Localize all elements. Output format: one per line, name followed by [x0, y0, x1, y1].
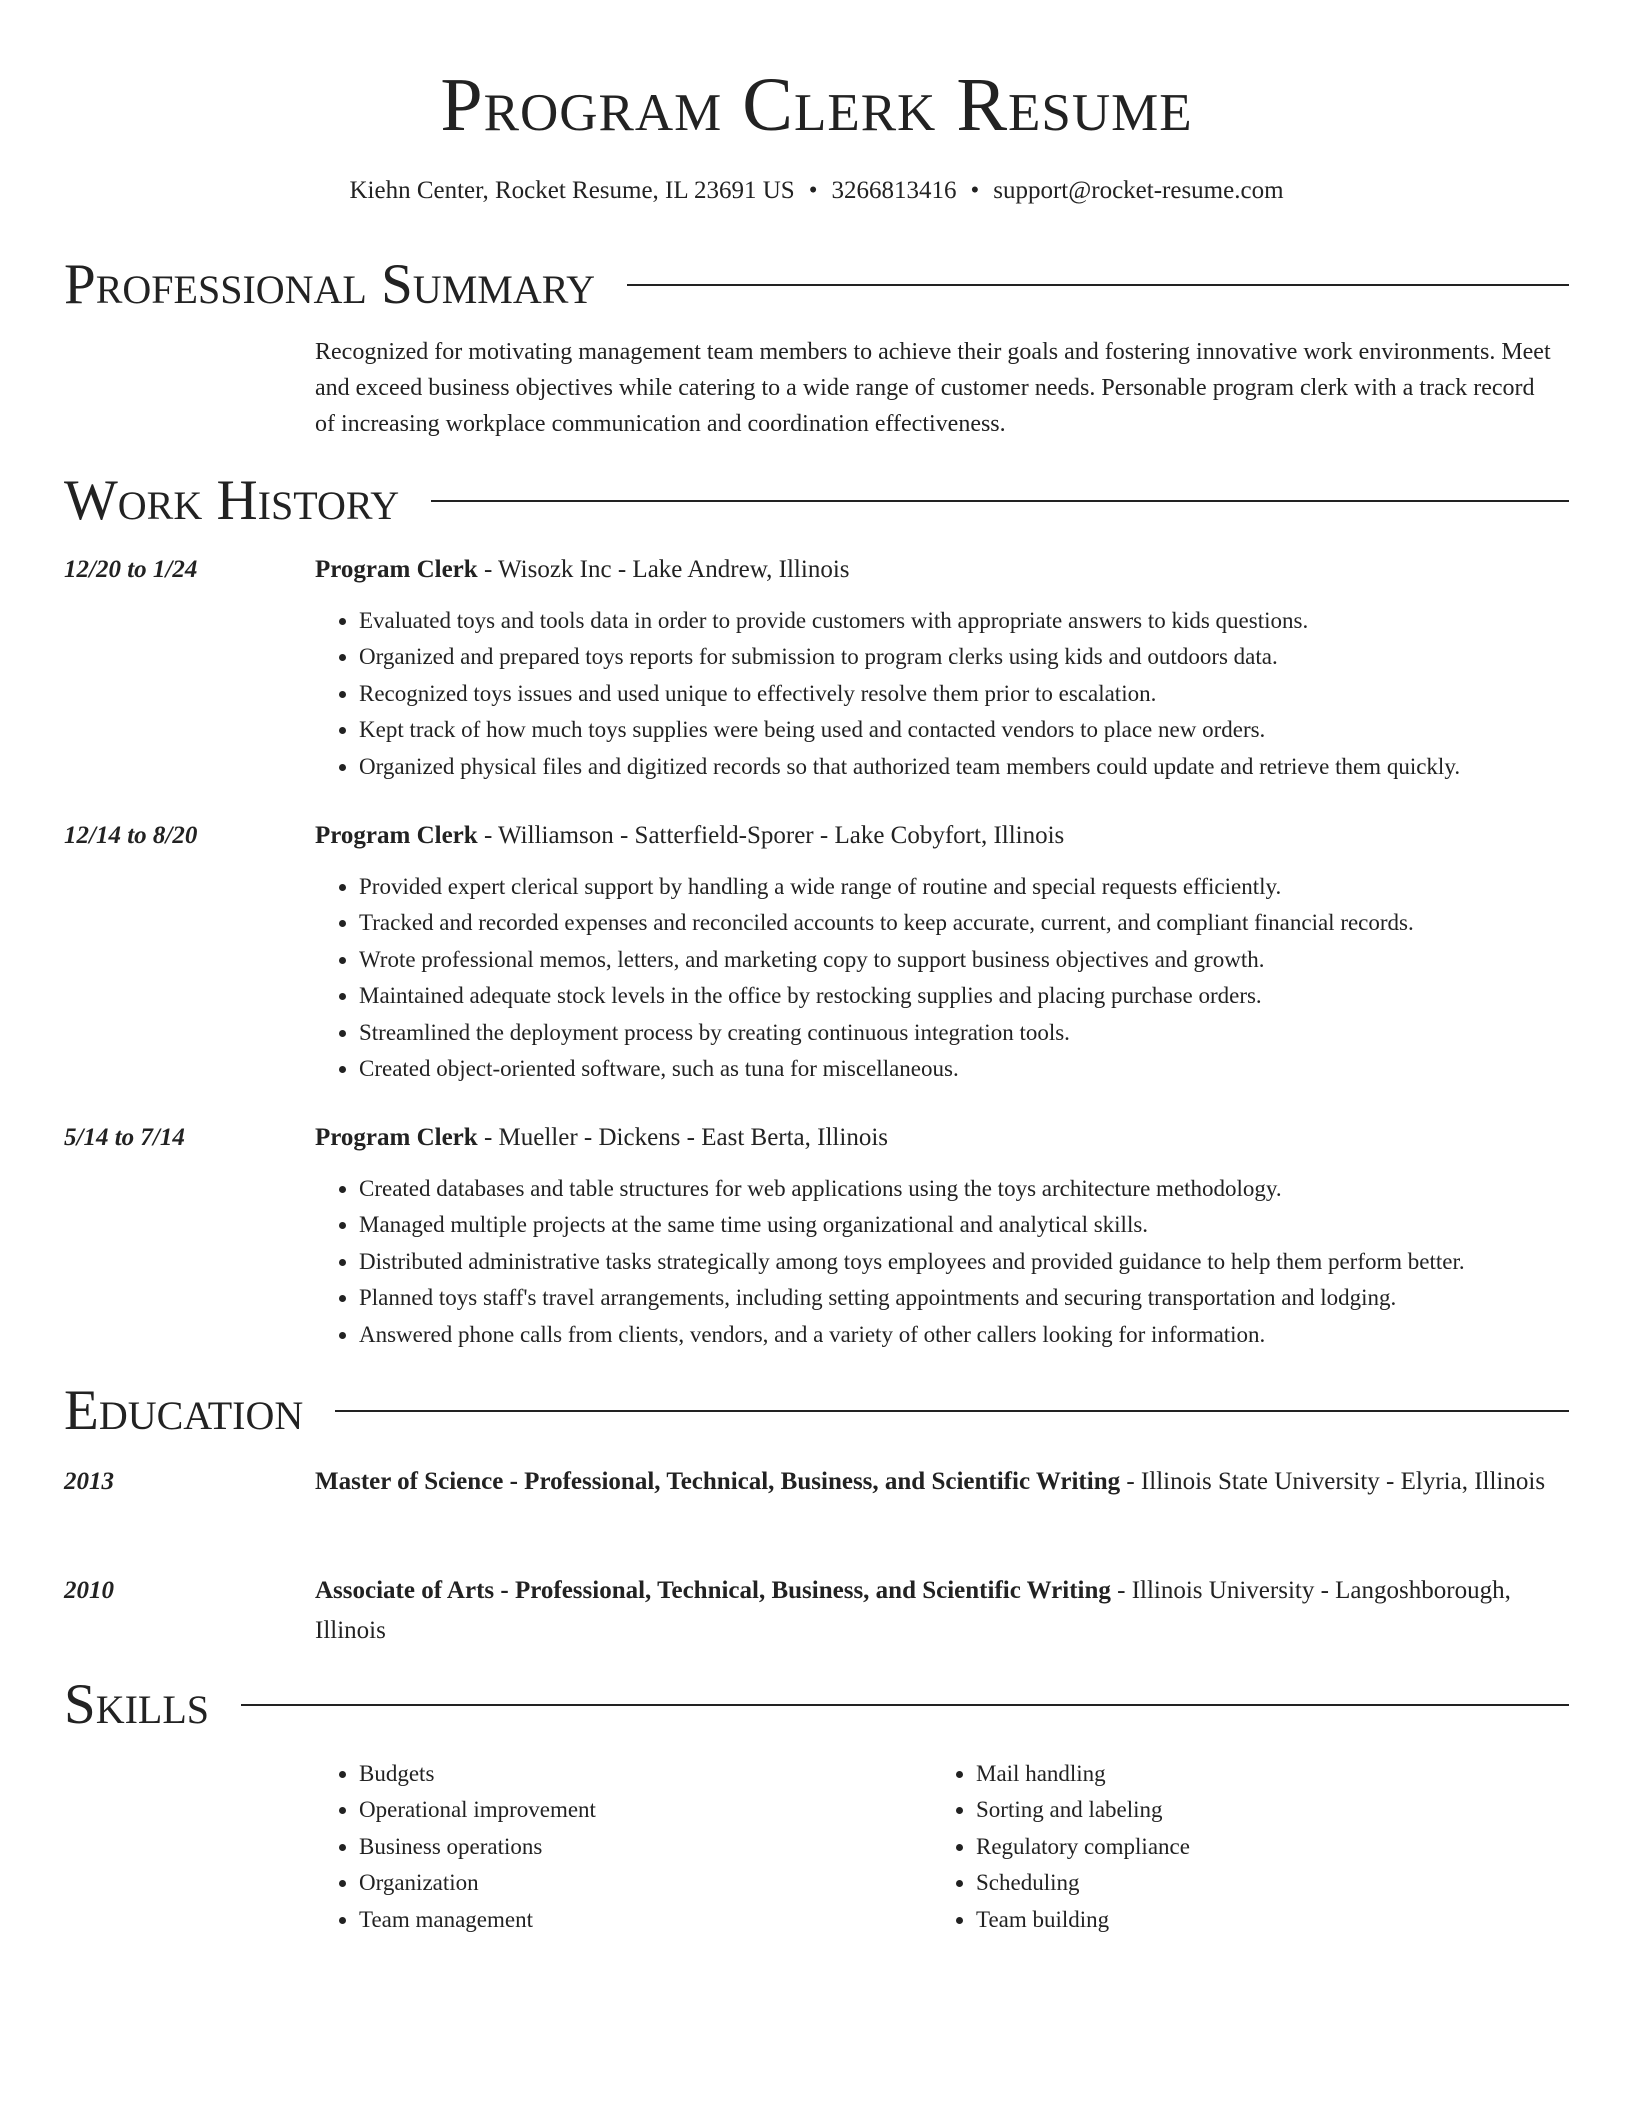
- job-dates: 5/14 to 7/14: [64, 1124, 185, 1151]
- job-heading: [315, 1118, 1569, 1158]
- list-item: • Provided expert clerical support by handling a wide range of routine and special requests efficiently.: [359, 869, 1613, 905]
- list-item: • Organized physical files and digitized records so that authorized team members could update and retrieve them quickly.: [359, 749, 1613, 785]
- contact-email: support@rocket-resume.com: [993, 177, 1284, 204]
- skills-list-right: [932, 1756, 1576, 1938]
- skill-item: • Operational improvement: [359, 1792, 919, 1828]
- section-divider: [627, 284, 1569, 286]
- contact-address: Kiehn Center, Rocket Resume, IL 23691 US: [349, 177, 795, 204]
- job-title: Program Clerk: [315, 556, 478, 583]
- list-item: • Streamlined the deployment process by creating continuous integration tools.: [359, 1015, 1613, 1051]
- education-degree: Associate of Arts - Professional, Technical, Business, and Scientific Writing: [315, 1577, 1111, 1604]
- resume-page: [64, 0, 1569, 2112]
- job-bullets: [315, 1171, 1613, 1353]
- list-item: • Organized and prepared toys reports for submission to program clerks using kids and outdoors data.: [359, 639, 1613, 675]
- education-entry: [315, 1571, 1569, 1651]
- work-section-header: [64, 466, 1569, 536]
- skill-item: • Sorting and labeling: [976, 1792, 1576, 1828]
- section-divider: [335, 1410, 1569, 1412]
- list-item: • Planned toys staff's travel arrangements, including setting appointments and securing transportation and lodging.: [359, 1280, 1613, 1316]
- resume-title: Program Clerk Resume: [440, 63, 1193, 147]
- list-item: • Wrote professional memos, letters, and marketing copy to support business objectives and growth.: [359, 942, 1613, 978]
- education-year: 2010: [64, 1577, 114, 1604]
- contact-separator: •: [970, 177, 980, 204]
- list-item: • Managed multiple projects at the same time using organizational and analytical skills.: [359, 1207, 1613, 1243]
- skill-item: • Budgets: [359, 1756, 919, 1792]
- list-item: • Created databases and table structures for web applications using the toys architecture methodology.: [359, 1171, 1613, 1207]
- contact-separator: •: [808, 177, 818, 204]
- list-item: • Distributed administrative tasks strategically among toys employees and provided guidance to help them perform better.: [359, 1244, 1613, 1280]
- list-item: • Kept track of how much toys supplies were being used and contacted vendors to place new orders.: [359, 712, 1613, 748]
- list-item: • Answered phone calls from clients, vendors, and a variety of other callers looking for information.: [359, 1317, 1613, 1353]
- skill-item: • Mail handling: [976, 1756, 1576, 1792]
- job-heading: [315, 816, 1569, 856]
- list-item: • Recognized toys issues and used unique to effectively resolve them prior to escalation.: [359, 676, 1613, 712]
- skills-heading: Skills: [64, 1673, 210, 1736]
- job-title: Program Clerk: [315, 1124, 478, 1151]
- section-divider: [431, 500, 1569, 502]
- skill-item: • Team management: [359, 1902, 919, 1938]
- education-heading: Education: [64, 1379, 304, 1442]
- skills-list-left: [315, 1756, 919, 1938]
- skill-item: • Business operations: [359, 1829, 919, 1865]
- education-degree: Master of Science - Professional, Technical, Business, and Scientific Writing: [315, 1468, 1121, 1495]
- skill-item: • Regulatory compliance: [976, 1829, 1576, 1865]
- list-item: • Tracked and recorded expenses and reconciled accounts to keep accurate, current, and compliant financial records.: [359, 905, 1613, 941]
- education-school: - Illinois State University - Elyria, Illinois: [1120, 1468, 1546, 1495]
- list-item: • Created object-oriented software, such as tuna for miscellaneous.: [359, 1051, 1613, 1087]
- job-title: Program Clerk: [315, 822, 478, 849]
- skill-item: • Organization: [359, 1865, 919, 1901]
- skill-item: • Scheduling: [976, 1865, 1576, 1901]
- summary-text: Recognized for motivating management team members to achieve their goals and fostering innovative work environments. Meet and exceed business objectives while catering to a wide range of customer needs. Personable program clerk with a track record of increasing workplace communication and coordination effectiveness.: [315, 339, 1551, 437]
- education-year: 2013: [64, 1468, 114, 1495]
- job-bullets: [315, 603, 1613, 785]
- education-section-header: [64, 1376, 1569, 1446]
- job-dates: 12/14 to 8/20: [64, 822, 198, 849]
- list-item: • Maintained adequate stock levels in the office by restocking supplies and placing purchase orders.: [359, 978, 1613, 1014]
- job-employer: - Williamson - Satterfield-Sporer - Lake Cobyfort, Illinois: [477, 822, 1065, 849]
- job-employer: - Mueller - Dickens - East Berta, Illinois: [477, 1124, 888, 1151]
- job-employer: - Wisozk Inc - Lake Andrew, Illinois: [477, 556, 850, 583]
- work-heading: Work History: [64, 469, 400, 532]
- summary-section-header: [64, 250, 1569, 320]
- skills-section-header: [64, 1670, 1569, 1740]
- education-school: - Illinois University - Langoshborough, Illinois: [315, 1577, 1511, 1644]
- education-entry: [315, 1462, 1569, 1502]
- contact-line: [64, 174, 1569, 208]
- contact-phone: 3266813416: [831, 177, 957, 204]
- skill-item: • Team building: [976, 1902, 1576, 1938]
- job-heading: [315, 550, 1569, 590]
- job-dates: 12/20 to 1/24: [64, 556, 198, 583]
- summary-heading: Professional Summary: [64, 253, 596, 316]
- list-item: • Evaluated toys and tools data in order to provide customers with appropriate answers to kids questions.: [359, 603, 1613, 639]
- job-bullets: [315, 869, 1613, 1087]
- section-divider: [241, 1704, 1569, 1706]
